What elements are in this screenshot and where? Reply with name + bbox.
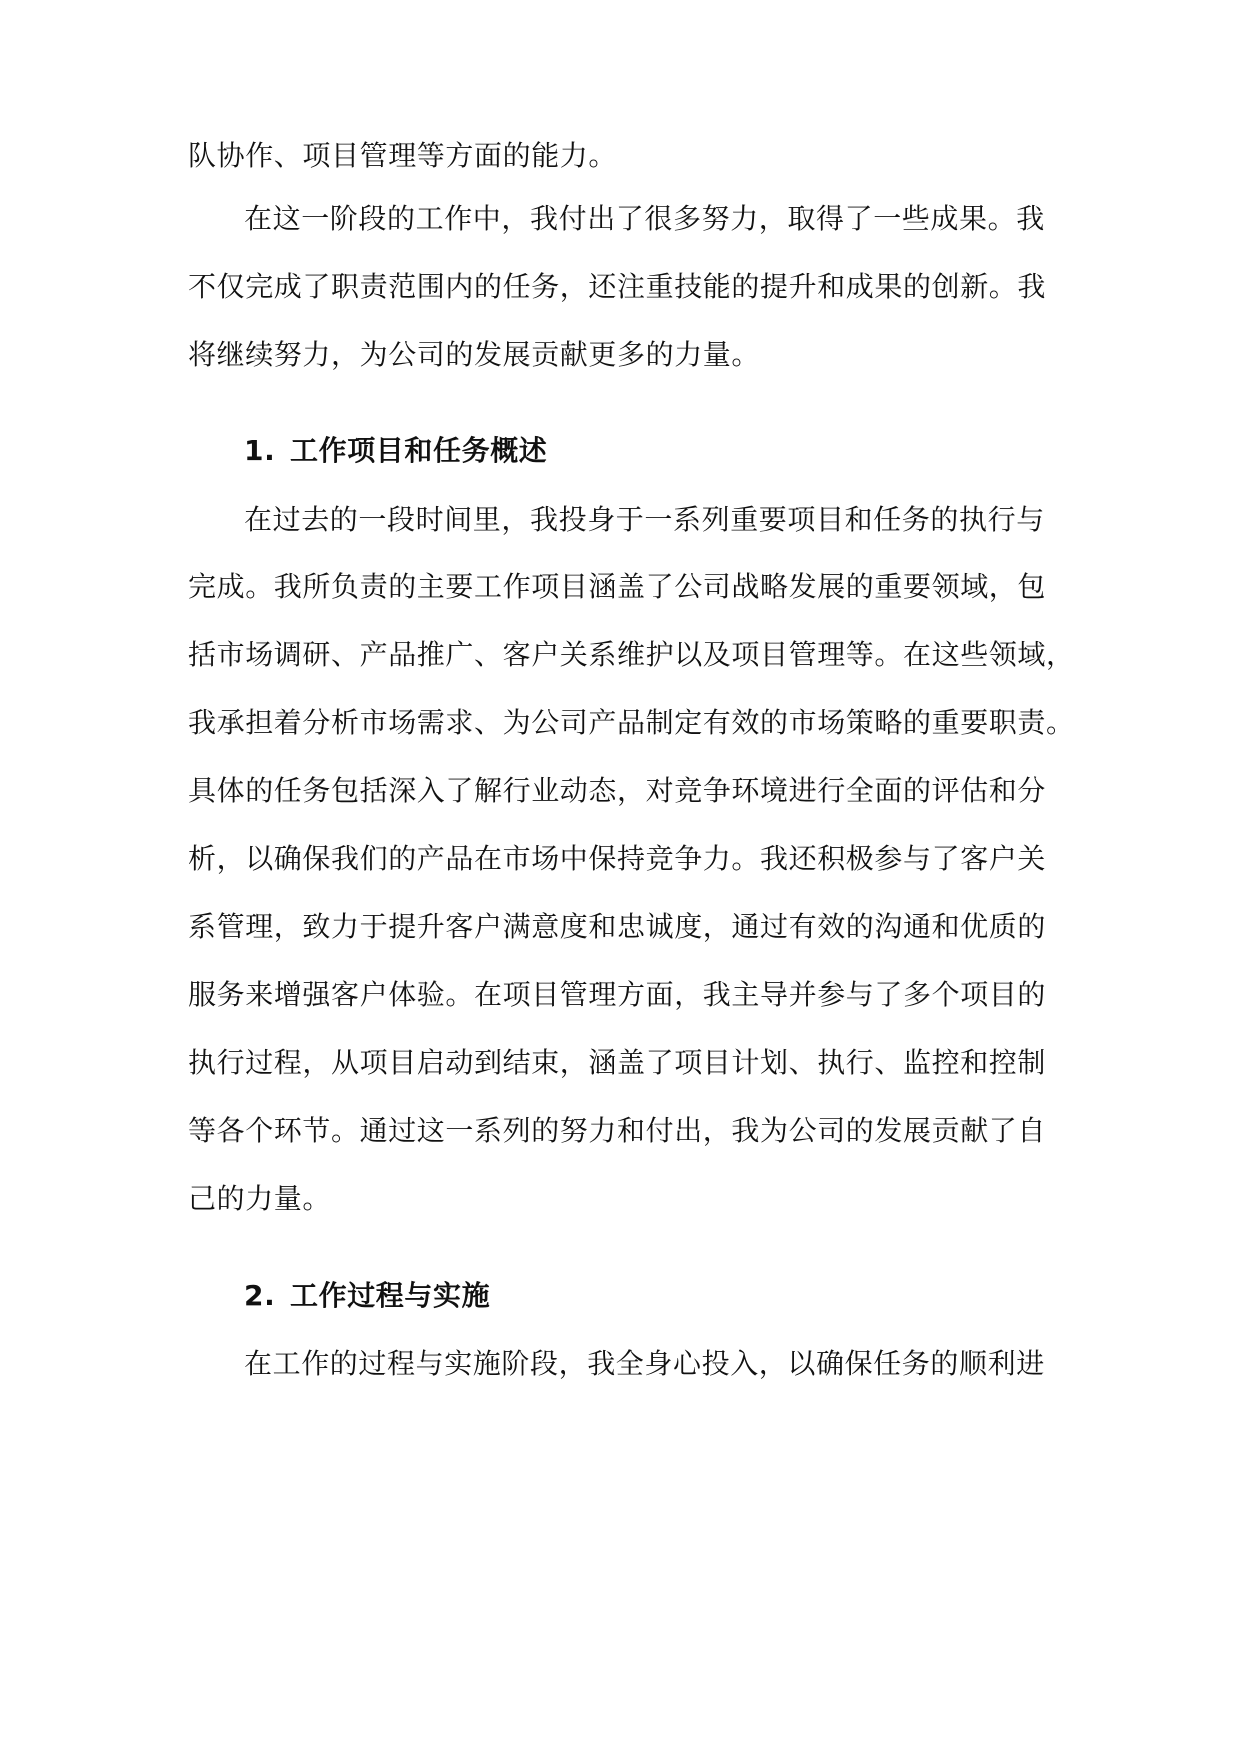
paragraph-line: 在过去的一段时间里，我投身于一系列重要项目和任务的执行与 [244, 503, 1045, 536]
section-heading-1 [244, 433, 1124, 469]
paragraph-line: 执行过程，从项目启动到结束，涵盖了项目计划、执行、监控和控制 [188, 1046, 1047, 1079]
paragraph-line: 完成。我所负责的主要工作项目涵盖了公司战略发展的重要领域，包 [188, 570, 1047, 603]
paragraph-line: 在工作的过程与实施阶段，我全身心投入，以确保任务的顺利进 [244, 1347, 1045, 1380]
section-title: 工作项目和任务概述 [290, 434, 548, 467]
paragraph-line: 析，以确保我们的产品在市场中保持竞争力。我还积极参与了客户关 [188, 842, 1047, 875]
paragraph-line: 具体的任务包括深入了解行业动态，对竞争环境进行全面的评估和分 [188, 774, 1047, 807]
paragraph-line: 在这一阶段的工作中，我付出了很多努力，取得了一些成果。我 [244, 202, 1045, 235]
paragraph-line: 服务来增强客户体验。在项目管理方面，我主导并参与了多个项目的 [188, 978, 1047, 1011]
section-title: 工作过程与实施 [290, 1279, 491, 1312]
paragraph-line: 括市场调研、产品推广、客户关系维护以及项目管理等。在这些领域， [188, 638, 1075, 671]
paragraph-line: 己的力量。 [188, 1182, 332, 1215]
paragraph-line: 队协作、项目管理等方面的能力。 [188, 139, 618, 172]
section-number: 1. [244, 434, 276, 467]
section-number: 2. [244, 1279, 276, 1312]
paragraph-line: 不仅完成了职责范围内的任务，还注重技能的提升和成果的创新。我 [188, 270, 1047, 303]
paragraph-line: 系管理，致力于提升客户满意度和忠诚度，通过有效的沟通和优质的 [188, 910, 1047, 943]
paragraph-line: 我承担着分析市场需求、为公司产品制定有效的市场策略的重要职责。 [188, 706, 1075, 739]
paragraph-line: 将继续努力，为公司的发展贡献更多的力量。 [188, 338, 761, 371]
section-heading-2 [244, 1278, 1124, 1314]
paragraph-line: 等各个环节。通过这一系列的努力和付出，我为公司的发展贡献了自 [188, 1114, 1047, 1147]
